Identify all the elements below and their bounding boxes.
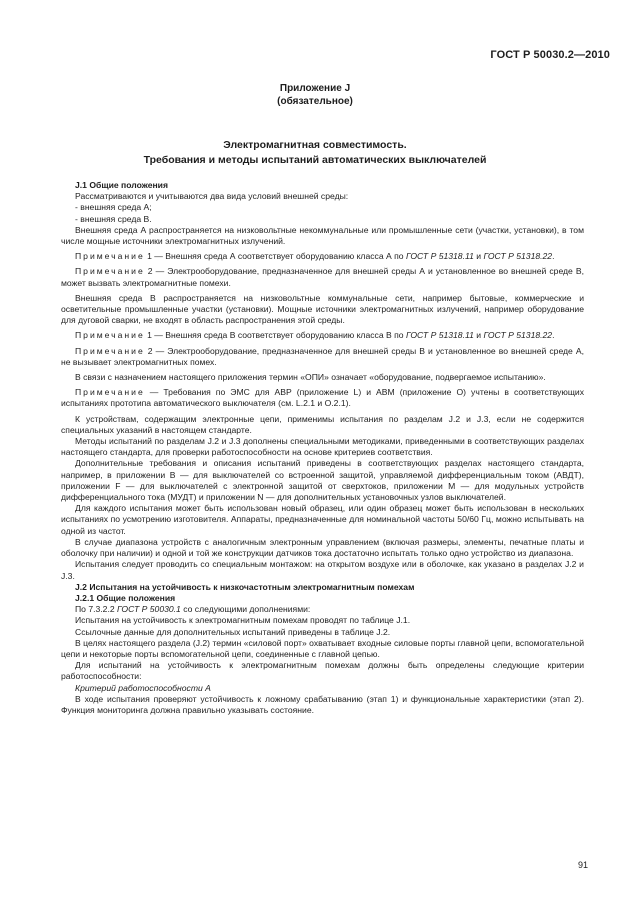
paragraph: В случае диапазона устройств с аналогичным электронным управлением (включая размеры, элементы, печатные платы и оболочку при наличии) и одной и той же конструкции датчиков тока достаточно испытать только одно устройство из диапазона. [61,536,584,559]
paragraph: Методы испытаний по разделам J.2 и J.3 дополнены специальными методиками, приведенными в соответствующих разделах настоящего стандарта, для проверки работоспособности на основе критериев соответствия. [61,436,584,458]
section-heading-j1: J.1 Общие положения [75,180,168,190]
note: Примечание 1 — Внешняя среда А соответствует оборудованию класса А по ГОСТ Р 51318.11 и ГОСТ Р 51318.22. [75,251,555,262]
title-line-1: Электромагнитная совместимость. [223,139,407,151]
note: Примечание 1 — Внешняя среда В соответствует оборудованию класса В по ГОСТ Р 51318.11 и ГОСТ Р 51318.22. [75,330,555,341]
annex-title: Приложение J [279,83,351,94]
note-label: Примечание [75,387,145,398]
paragraph: Внешняя среда В распространяется на низковольтные коммунальные сети, например бытовые, коммерческие и осветительные промышленные участки (установки). Мощные источники электромагнитных излучений, например оборудование для дуговой сварки, не входят в область распространения этой среды. [61,292,584,326]
paragraph: Ссылочные данные для дополнительных испытаний приведены в таблице J.2. [75,626,391,637]
document-title [0,138,630,168]
note-label: Примечание [75,251,145,262]
note: Примечание 2 — Электрооборудование, предназначенное для внешней среды В и установленное во внешней среде А, не вызывает электромагнитных помех. [61,345,584,367]
note: Примечание 2 — Электрооборудование, предназначенное для внешней среды А и установленное во внешней среде В, может вызвать электромагнитные помехи. [61,266,584,288]
criterion-heading: Критерий работоспособности А [75,682,211,693]
list-item: - внешняя среда А; [75,202,152,213]
paragraph: Рассматриваются и учитываются два вида условий внешней среды: [75,191,349,202]
standard-number: ГОСТ Р 50030.2—2010 [490,49,610,61]
paragraph: Испытания следует проводить со специальным монтажом: на открытом воздухе или в оболочке, как указано в разделах J.2 и J.3. [61,559,584,581]
note-label: Примечание [75,266,145,277]
note: Примечание — Требования по ЭМС для АВР (приложение L) и АВМ (приложение О) учтены в соответствующих испытаниях прототипа автоматического выключателя (см. L.2.1 и O.2.1). [61,387,584,409]
paragraph: Дополнительные требования и описания испытаний приведены в соответствующих разделах настоящего стандарта, например, в приложении В — для выключателей со встроенной защитой, управляемой дифференциальным током (АВДТ), приложении F — для выключателей с электронной защитой от сверхтоков, приложении М — для модульных устройств дифференциального тока (МУДТ) и приложении N — для дополнительных установочных узлов выключателей. [61,458,584,503]
paragraph: В целях настоящего раздела (J.2) термин «силовой порт» охватывает входные силовые порты главной цепи, вспомогательной цепи и некоторые порты вспомогательной цепи, соединенные с главной цепью. [61,637,584,659]
annex-heading [0,82,630,108]
paragraph: Для испытаний на устойчивость к электромагнитным помехам должны быть определены следующие критерии работоспособности: [61,660,584,682]
paragraph: К устройствам, содержащим электронные цепи, применимы испытания по разделам J.2 и J.3, если не содержится специальных указаний в настоящем стандарте. [61,413,584,435]
paragraph: Испытания на устойчивость к электромагнитным помехам проводят по таблице J.1. [75,615,411,626]
list-item: - внешняя среда В. [75,213,152,224]
title-line-2: Требования и методы испытаний автоматических выключателей [143,154,487,166]
paragraph: Внешняя среда А распространяется на низковольтные некоммунальные или промышленные сети (участки, установки), в том числе мощные источники электромагнитных излучений. [61,224,584,247]
paragraph: Для каждого испытания может быть использован новый образец, или один образец может быть использован в нескольких испытаниях по усмотрению изготовителя. Аппараты, предназначенные для номинальной частоты 50/60 Гц, можно испытывать на одной из частот. [61,503,584,536]
annex-status: (обязательное) [277,96,353,107]
section-heading-j2: J.2 Испытания на устойчивость к низкочастотным электромагнитным помехам [75,581,415,592]
page-number: 91 [577,860,588,870]
paragraph: По 7.3.2.2 ГОСТ Р 50030.1 со следующими дополнениями: [75,604,311,615]
paragraph: В связи с назначением настоящего приложения термин «ОПИ» означает «оборудование, подвергаемое испытанию». [75,372,546,383]
body-text [61,180,584,716]
subsection-heading-j21: J.2.1 Общие положения [75,592,176,603]
note-label: Примечание [75,330,145,341]
note-label: Примечание [75,345,145,356]
paragraph: В ходе испытания проверяют устойчивость к ложному срабатыванию (этап 1) и функциональные характеристики (этап 2). Функция мониторинга должна правильно указывать состояние. [61,693,584,715]
